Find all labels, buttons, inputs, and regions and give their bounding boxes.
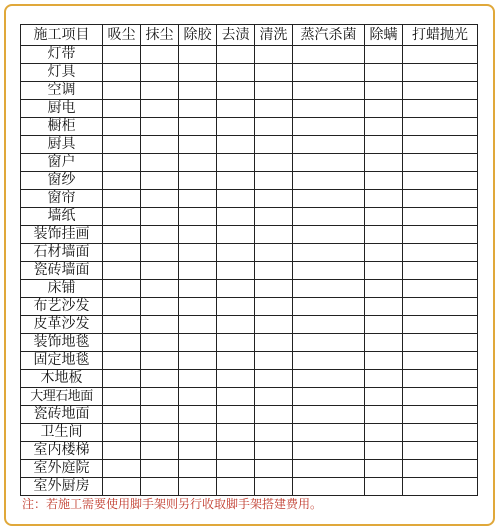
table-row [21,370,478,388]
table-cell [103,82,141,100]
table-cell [255,226,293,244]
row-item-label: 灯具 [21,64,103,82]
table-row [21,136,478,154]
table-cell [403,46,478,64]
table-cell [255,298,293,316]
table-cell [103,208,141,226]
table-cell [217,388,255,406]
table-cell [293,298,365,316]
table-cell [179,172,217,190]
row-item-label: 窗户 [21,154,103,172]
row-item-label: 窗帘 [21,190,103,208]
table-cell [255,82,293,100]
table-row [21,172,478,190]
table-cell [403,460,478,478]
table-cell [217,118,255,136]
table-cell [103,442,141,460]
table-cell [179,262,217,280]
row-item-label: 石材墙面 [21,244,103,262]
table-cell [217,100,255,118]
table-cell [255,478,293,496]
table-body [21,46,478,496]
table-cell [365,262,403,280]
table-cell [293,352,365,370]
table-cell [403,334,478,352]
table-cell [403,406,478,424]
table-cell [217,136,255,154]
table-cell [293,100,365,118]
table-cell [293,316,365,334]
table-cell [179,442,217,460]
table-cell [179,388,217,406]
row-item-label: 厨电 [21,100,103,118]
table-cell [217,262,255,280]
table-cell [217,172,255,190]
table-cell [217,370,255,388]
table-row [21,82,478,100]
table-cell [365,316,403,334]
table-cell [179,190,217,208]
table-cell [217,190,255,208]
table-cell [403,442,478,460]
table-cell [255,406,293,424]
row-item-label: 瓷砖地面 [21,406,103,424]
table-cell [403,280,478,298]
table-cell [293,370,365,388]
table-cell [103,244,141,262]
table-cell [293,244,365,262]
table-cell [103,46,141,64]
table-cell [141,388,179,406]
table-row [21,406,478,424]
table-cell [179,478,217,496]
table-cell [179,406,217,424]
table-cell [293,442,365,460]
table-cell [179,100,217,118]
table-cell [365,136,403,154]
table-cell [103,154,141,172]
table-cell [179,154,217,172]
table-cell [365,298,403,316]
table-cell [255,370,293,388]
row-item-label: 窗纱 [21,172,103,190]
table-cell [365,460,403,478]
table-cell [141,298,179,316]
table-row [21,64,478,82]
service-table [20,24,478,496]
table-cell [255,388,293,406]
table-cell [103,172,141,190]
table-row [21,226,478,244]
table-cell [141,136,179,154]
table-cell [293,208,365,226]
table-cell [293,82,365,100]
table-cell [217,244,255,262]
table-cell [365,280,403,298]
table-cell [103,334,141,352]
table-cell [293,46,365,64]
table-row [21,352,478,370]
table-cell [365,64,403,82]
table-cell [365,478,403,496]
table-cell [217,298,255,316]
row-item-label: 厨具 [21,136,103,154]
table-cell [179,370,217,388]
table-cell [365,424,403,442]
table-cell [403,478,478,496]
table-cell [217,208,255,226]
table-cell [141,244,179,262]
table-row [21,208,478,226]
table-cell [217,442,255,460]
table-row [21,118,478,136]
table-cell [293,190,365,208]
table-cell [255,208,293,226]
table-row [21,190,478,208]
table-cell [403,352,478,370]
table-cell [293,334,365,352]
table-cell [293,406,365,424]
table-cell [255,352,293,370]
table-cell [293,172,365,190]
table-cell [141,172,179,190]
column-header: 打蜡抛光 [403,25,478,46]
table-cell [141,352,179,370]
table-cell [217,316,255,334]
row-item-label: 墙纸 [21,208,103,226]
table-cell [179,118,217,136]
table-cell [103,316,141,334]
table-cell [103,190,141,208]
corner-header: 施工项目 [21,25,103,46]
row-item-label: 固定地毯 [21,352,103,370]
row-item-label: 室外厨房 [21,478,103,496]
table-cell [365,370,403,388]
row-item-label: 卫生间 [21,424,103,442]
table-cell [365,352,403,370]
table-cell [141,280,179,298]
table-cell [403,136,478,154]
table-cell [255,118,293,136]
table-cell [293,388,365,406]
table-cell [217,226,255,244]
table-row [21,316,478,334]
table-cell [365,244,403,262]
table-cell [179,316,217,334]
table-cell [365,334,403,352]
table-cell [141,64,179,82]
column-header: 抹尘 [141,25,179,46]
table-row [21,460,478,478]
table-cell [293,118,365,136]
table-cell [179,334,217,352]
table-cell [141,208,179,226]
table-cell [403,262,478,280]
table-cell [403,154,478,172]
table-cell [403,82,478,100]
table-row [21,280,478,298]
table-cell [255,46,293,64]
table-cell [179,424,217,442]
row-item-label: 装饰挂画 [21,226,103,244]
table-cell [403,298,478,316]
table-row [21,442,478,460]
table-cell [179,460,217,478]
table-cell [255,262,293,280]
table-cell [141,226,179,244]
table-cell [103,64,141,82]
table-cell [217,280,255,298]
table-cell [365,208,403,226]
table-cell [179,82,217,100]
header-row [21,25,478,46]
table-cell [365,118,403,136]
table-cell [141,460,179,478]
column-header: 去渍 [217,25,255,46]
table-cell [365,100,403,118]
table-cell [217,424,255,442]
table-cell [141,154,179,172]
table-row [21,298,478,316]
table-cell [217,82,255,100]
table-cell [103,478,141,496]
table-cell [403,172,478,190]
table-cell [255,442,293,460]
table-row [21,262,478,280]
table-cell [141,118,179,136]
table-cell [103,262,141,280]
table-cell [365,442,403,460]
row-item-label: 空调 [21,82,103,100]
table-row [21,154,478,172]
table-cell [217,406,255,424]
table-cell [365,172,403,190]
table-cell [103,136,141,154]
table-cell [255,316,293,334]
table-row [21,478,478,496]
table-cell [141,406,179,424]
table-cell [103,406,141,424]
table-cell [179,280,217,298]
table-cell [293,280,365,298]
table-cell [179,46,217,64]
table-cell [255,172,293,190]
table-row [21,388,478,406]
table-cell [141,100,179,118]
table-cell [179,208,217,226]
table-cell [255,190,293,208]
table-cell [141,82,179,100]
column-header: 吸尘 [103,25,141,46]
table-cell [217,46,255,64]
column-header: 清洗 [255,25,293,46]
table-cell [255,424,293,442]
footnote: 注：若施工需要使用脚手架则另行收取脚手架搭建费用。 [22,497,323,511]
table-cell [365,406,403,424]
row-item-label: 皮革沙发 [21,316,103,334]
table-cell [403,226,478,244]
table-cell [255,334,293,352]
table-cell [103,118,141,136]
table-cell [255,280,293,298]
table-cell [217,478,255,496]
table-cell [293,154,365,172]
table-cell [255,64,293,82]
table-cell [103,226,141,244]
table-row [21,334,478,352]
table-cell [403,244,478,262]
table-cell [179,298,217,316]
table-cell [141,442,179,460]
table-cell [141,370,179,388]
table-cell [255,154,293,172]
table-cell [217,154,255,172]
table-cell [365,46,403,64]
table-cell [103,100,141,118]
table-cell [103,460,141,478]
table-cell [403,100,478,118]
row-item-label: 床铺 [21,280,103,298]
table-cell [403,388,478,406]
table-cell [141,478,179,496]
table-row [21,244,478,262]
row-item-label: 室内楼梯 [21,442,103,460]
table-cell [179,244,217,262]
table-cell [293,460,365,478]
table-cell [293,64,365,82]
table-cell [255,460,293,478]
table-cell [103,370,141,388]
column-header: 除螨 [365,25,403,46]
table-cell [365,82,403,100]
table-cell [255,136,293,154]
table-cell [293,226,365,244]
table-cell [403,64,478,82]
table-cell [365,388,403,406]
table-cell [103,352,141,370]
table-cell [141,190,179,208]
table-cell [141,262,179,280]
table-cell [103,280,141,298]
table-cell [255,244,293,262]
table-cell [103,388,141,406]
table-cell [141,46,179,64]
column-header: 蒸汽杀菌 [293,25,365,46]
table-cell [179,64,217,82]
table-cell [403,424,478,442]
column-header: 除胶 [179,25,217,46]
table-cell [293,262,365,280]
table-cell [179,352,217,370]
table-cell [365,190,403,208]
row-item-label: 木地板 [21,370,103,388]
row-item-label: 大理石地面 [21,388,103,406]
table-cell [293,424,365,442]
table-cell [141,334,179,352]
table-cell [103,298,141,316]
table-cell [403,118,478,136]
table-cell [403,190,478,208]
table-cell [217,460,255,478]
table-cell [141,424,179,442]
table-row [21,46,478,64]
row-item-label: 橱柜 [21,118,103,136]
row-item-label: 瓷砖墙面 [21,262,103,280]
table-cell [293,136,365,154]
table-cell [255,100,293,118]
row-item-label: 灯带 [21,46,103,64]
table-cell [365,226,403,244]
table-cell [293,478,365,496]
table-cell [365,154,403,172]
table-cell [403,316,478,334]
table-cell [217,352,255,370]
table-row [21,100,478,118]
table-cell [179,226,217,244]
table-cell [141,316,179,334]
table-cell [179,136,217,154]
row-item-label: 装饰地毯 [21,334,103,352]
table-row [21,424,478,442]
table-cell [403,370,478,388]
table-cell [217,64,255,82]
table-cell [403,208,478,226]
table-cell [103,424,141,442]
row-item-label: 室外庭院 [21,460,103,478]
row-item-label: 布艺沙发 [21,298,103,316]
table-cell [217,334,255,352]
